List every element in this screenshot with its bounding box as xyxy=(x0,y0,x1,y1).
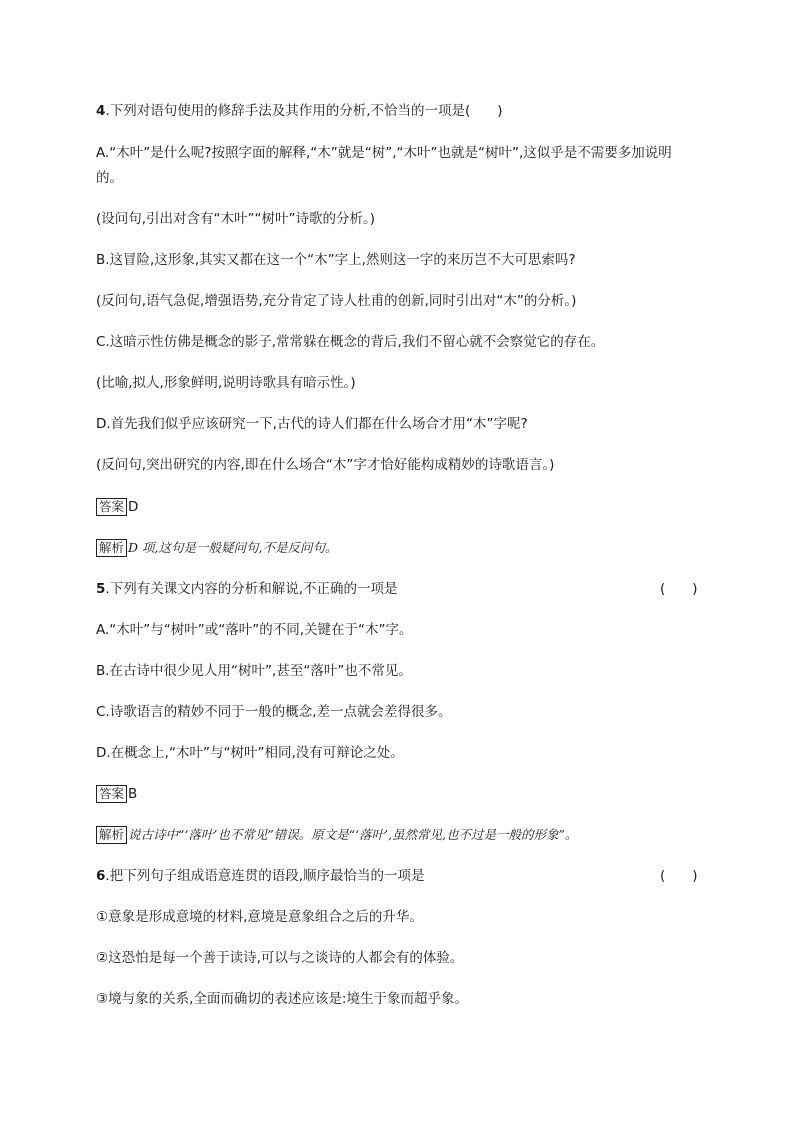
q5-answer-blank: ( ) xyxy=(660,581,698,597)
q5-analysis xyxy=(96,825,706,845)
answer-tag: 答案 xyxy=(96,498,127,516)
q4-stem: 4.下列对语句使用的修辞手法及其作用的分析,不恰当的一项是( ) xyxy=(96,103,503,119)
q4-option-a: A.“木叶”是什么呢?按照字面的解释,“木”就是“树”,“木叶”也就是“树叶”,这似乎是不需要多加说明 xyxy=(96,145,672,161)
q6-answer-blank: ( ) xyxy=(660,868,698,884)
answer-tag: 答案 xyxy=(96,785,127,803)
analysis-text: D 项,这句是一般疑问句,不是反问句。 xyxy=(128,540,338,555)
analysis-tag: 解析 xyxy=(96,826,127,844)
q4-option-c: C.这暗示性仿佛是概念的影子,常常躲在概念的背后,我们不留心就不会察觉它的存在。 xyxy=(96,334,605,350)
q4-option-b: B.这冒险,这形象,其实又都在这一个“木”字上,然则这一字的来历岂不大可思索吗? xyxy=(96,252,576,268)
q6-sentence-2: ②这恐怕是每一个善于读诗,可以与之谈诗的人都会有的体验。 xyxy=(96,950,464,966)
q5-option-c: C.诗歌语言的精妙不同于一般的概念,差一点就会差得很多。 xyxy=(96,704,452,720)
q5-option-a: A.“木叶”与“树叶”或“落叶”的不同,关键在于“木”字。 xyxy=(96,622,413,638)
answer-value: B xyxy=(128,786,138,802)
q6-stem: 6.把下列句子组成语意连贯的语段,顺序最恰当的一项是 xyxy=(96,868,425,884)
q5-answer xyxy=(96,784,706,804)
q5-option-b: B.在古诗中很少见人用“树叶”,甚至“落叶”也不常见。 xyxy=(96,663,412,679)
q4-option-a-cont: 的。 xyxy=(96,170,123,186)
analysis-text: 说古诗中“‘落叶’也不常见”错误。原文是“‘落叶’,虽然常见,也不过是一般的形象”。 xyxy=(128,827,578,842)
q4-option-b-note: (反问句,语气急促,增强语势,充分肯定了诗人杜甫的创新,同时引出对“木”的分析。) xyxy=(96,293,577,309)
q4-answer xyxy=(96,497,706,517)
q6-sentence-1: ①意象是形成意境的材料,意境是意象组合之后的升华。 xyxy=(96,909,423,925)
q4-analysis xyxy=(96,538,706,558)
q4-option-d-note: (反问句,突出研究的内容,即在什么场合“木”字才恰好能构成精妙的诗歌语言。) xyxy=(96,457,555,473)
analysis-tag: 解析 xyxy=(96,539,127,557)
q4-option-a-note: (设问句,引出对含有“木叶”“树叶”诗歌的分析。) xyxy=(96,211,376,227)
q5-option-d: D.在概念上,“木叶”与“树叶”相同,没有可辩论之处。 xyxy=(96,745,404,761)
q5-stem: 5.下列有关课文内容的分析和解说,不正确的一项是 xyxy=(96,581,398,597)
q6-sentence-3: ③境与象的关系,全面而确切的表述应该是:境生于象而超乎象。 xyxy=(96,991,468,1007)
q4-option-c-note: (比喻,拟人,形象鲜明,说明诗歌具有暗示性。) xyxy=(96,375,356,391)
q4-option-d: D.首先我们似乎应该研究一下,古代的诗人们都在什么场合才用“木”字呢? xyxy=(96,416,528,432)
answer-value: D xyxy=(128,499,139,515)
